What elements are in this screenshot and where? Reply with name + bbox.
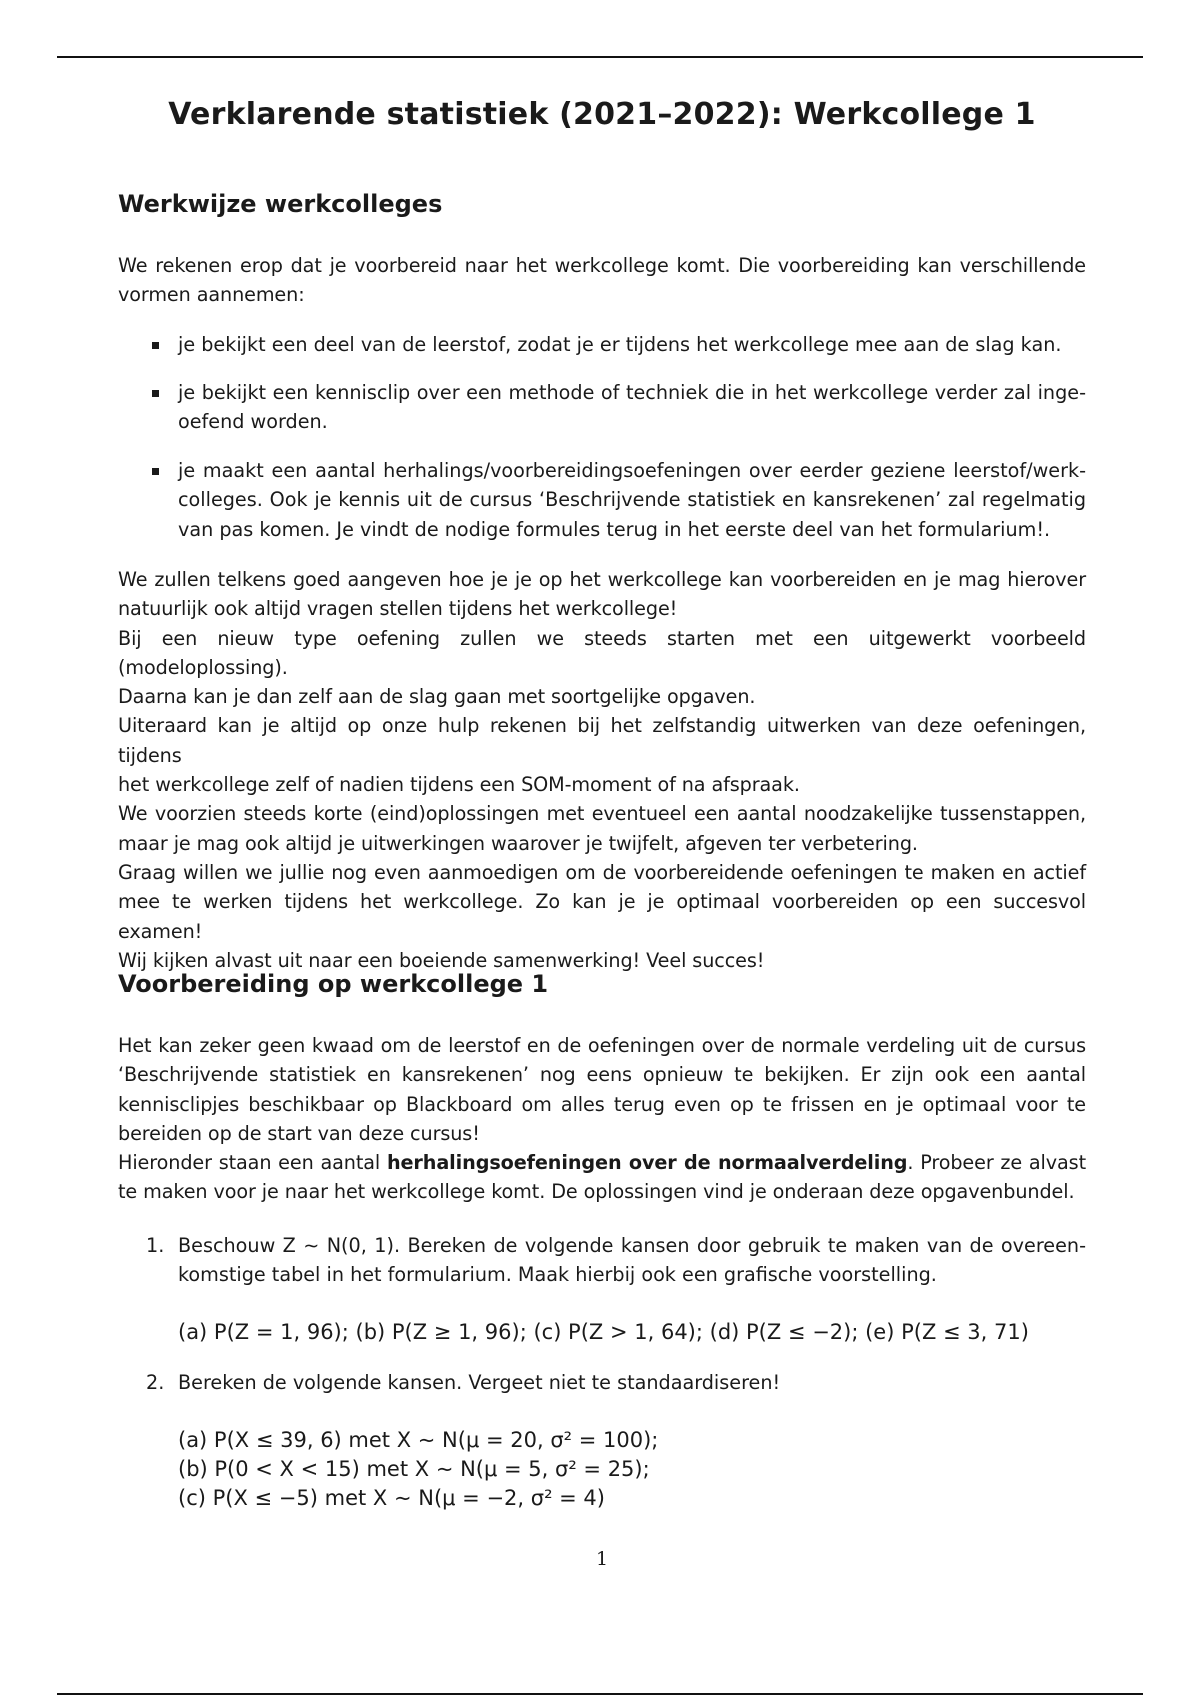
bullet-line: colleges. Ook je kennis uit de cursus ‘Beschrijvende statistiek en kansrekenen’ zal regelmatig bbox=[178, 488, 1086, 512]
preparation-paragraph bbox=[118, 1031, 1086, 1207]
document-title: Verklarende statistiek (2021–2022): Werkcollege 1 bbox=[168, 97, 1036, 132]
exercise-number: 1. bbox=[146, 1234, 165, 1257]
exercise-subquestion: (a) P(X ≤ 39, 6) met X ∼ N(μ = 20, σ² = 100); bbox=[178, 1428, 659, 1452]
body-line: We zullen telkens goed aangeven hoe je je op het werkcollege kan voorbereiden en je mag hierover bbox=[118, 568, 1086, 591]
prep-line: bereiden op de start van deze cursus! bbox=[118, 1121, 480, 1145]
body-line: We voorzien steeds korte (eind)oplossingen met eventueel een aantal noodzakelijke tussenstappen, bbox=[118, 802, 1086, 826]
prep-bold-text: herhalingsoefeningen over de normaalverdeling bbox=[386, 1151, 908, 1175]
bullet-line: je maakt een aantal herhalings/voorbereidingsoefeningen over eerder geziene leerstof/werk- bbox=[178, 459, 1086, 482]
prep-line: ‘Beschrijvende statistiek en kansrekenen’ nog eens opnieuw te bekijken. Er zijn ook een aantal bbox=[118, 1063, 1086, 1087]
bullet-line: je bekijkt een kennisclip over een methode of techniek die in het werkcollege verder zal inge- bbox=[178, 381, 1086, 404]
intro-line: vormen aannemen: bbox=[118, 283, 305, 307]
exercise-item bbox=[146, 1231, 1086, 1290]
exercise-line: komstige tabel in het formularium. Maak hierbij ook een grafische voorstelling. bbox=[178, 1263, 937, 1287]
intro-paragraph bbox=[118, 251, 1086, 310]
intro-line: We rekenen erop dat je voorbereid naar het werkcollege komt. Die voorbereiding kan verschillende bbox=[118, 254, 1086, 277]
prep-line: te maken voor je naar het werkcollege komt. De oplossingen vind je onderaan deze opgavenbundel. bbox=[118, 1180, 1075, 1204]
bullet-line: van pas komen. Je vindt de nodige formules terug in het eerste deel van het formularium!. bbox=[178, 517, 1051, 541]
body-paragraph bbox=[118, 565, 1086, 975]
body-line: maar je mag ook altijd je uitwerkingen waarover je twijfelt, afgeven ter verbetering. bbox=[118, 831, 918, 855]
body-line: Daarna kan je dan zelf aan de slag gaan met soortgelijke opgaven. bbox=[118, 685, 756, 709]
exercise-item bbox=[146, 1368, 1086, 1397]
bullet-square-icon bbox=[152, 390, 159, 397]
bullet-line: oefend worden. bbox=[178, 410, 328, 434]
bullet-square-icon bbox=[152, 468, 159, 475]
body-line: Bij een nieuw type oefening zullen we steeds starten met een uitgewerkt voorbeeld (modeloplossing). bbox=[118, 626, 1086, 679]
exercise-subquestion: (c) P(X ≤ −5) met X ∼ N(μ = −2, σ² = 4) bbox=[178, 1486, 605, 1510]
body-line: mee te werken tijdens het werkcollege. Zo kan je je optimaal voorbereiden op een succesvol examen! bbox=[118, 890, 1086, 943]
body-line: het werkcollege zelf of nadien tijdens een SOM-moment of na afspraak. bbox=[118, 773, 800, 797]
page-number: 1 bbox=[595, 1548, 609, 1570]
body-line: Uiteraard kan je altijd op onze hulp rekenen bij het zelfstandig uitwerken van deze oefeningen, tijdens bbox=[118, 714, 1086, 767]
bullet-item bbox=[178, 330, 1086, 359]
body-line: natuurlijk ook altijd vragen stellen tijdens het werkcollege! bbox=[118, 597, 678, 621]
exercise-number: 2. bbox=[146, 1371, 165, 1394]
exercise-subquestions: (a) P(Z = 1, 96); (b) P(Z ≥ 1, 96); (c) P(Z > 1, 64); (d) P(Z ≤ −2); (e) P(Z ≤ 3, 71) bbox=[178, 1320, 1029, 1344]
prep-text: Hieronder staan een aantal bbox=[118, 1151, 387, 1175]
bottom-rule bbox=[57, 1693, 1143, 1695]
prep-highlight-line bbox=[118, 1148, 1086, 1177]
prep-text: . Probeer ze alvast bbox=[907, 1151, 1086, 1175]
bullet-square-icon bbox=[152, 342, 159, 349]
body-line: Wij kijken alvast uit naar een boeiende samenwerking! Veel succes! bbox=[118, 948, 765, 972]
bullet-item bbox=[178, 378, 1086, 437]
exercise-line: Bereken de volgende kansen. Vergeet niet te standaardiseren! bbox=[178, 1371, 781, 1394]
exercise-subquestion: (b) P(0 < X < 15) met X ∼ N(μ = 5, σ² = 25); bbox=[178, 1457, 650, 1481]
bullet-line: je bekijkt een deel van de leerstof, zodat je er tijdens het werkcollege mee aan de slag kan. bbox=[178, 333, 1062, 356]
body-line: Graag willen we jullie nog even aanmoedigen om de voorbereidende oefeningen te maken en actief bbox=[118, 860, 1086, 884]
top-rule bbox=[57, 56, 1143, 58]
prep-line: kennisclipjes beschikbaar op Blackboard om alles terug even op te frissen en je optimaal voor te bbox=[118, 1092, 1086, 1116]
exercise-line: Beschouw Z ∼ N(0, 1). Bereken de volgende kansen door gebruik te maken van de overeen- bbox=[178, 1234, 1086, 1257]
section-heading-voorbereiding: Voorbereiding op werkcollege 1 bbox=[118, 970, 549, 998]
section-heading-werkwijze: Werkwijze werkcolleges bbox=[118, 190, 443, 218]
bullet-item bbox=[178, 456, 1086, 544]
prep-line: Het kan zeker geen kwaad om de leerstof en de oefeningen over de normale verdeling uit de cursus bbox=[118, 1034, 1086, 1057]
